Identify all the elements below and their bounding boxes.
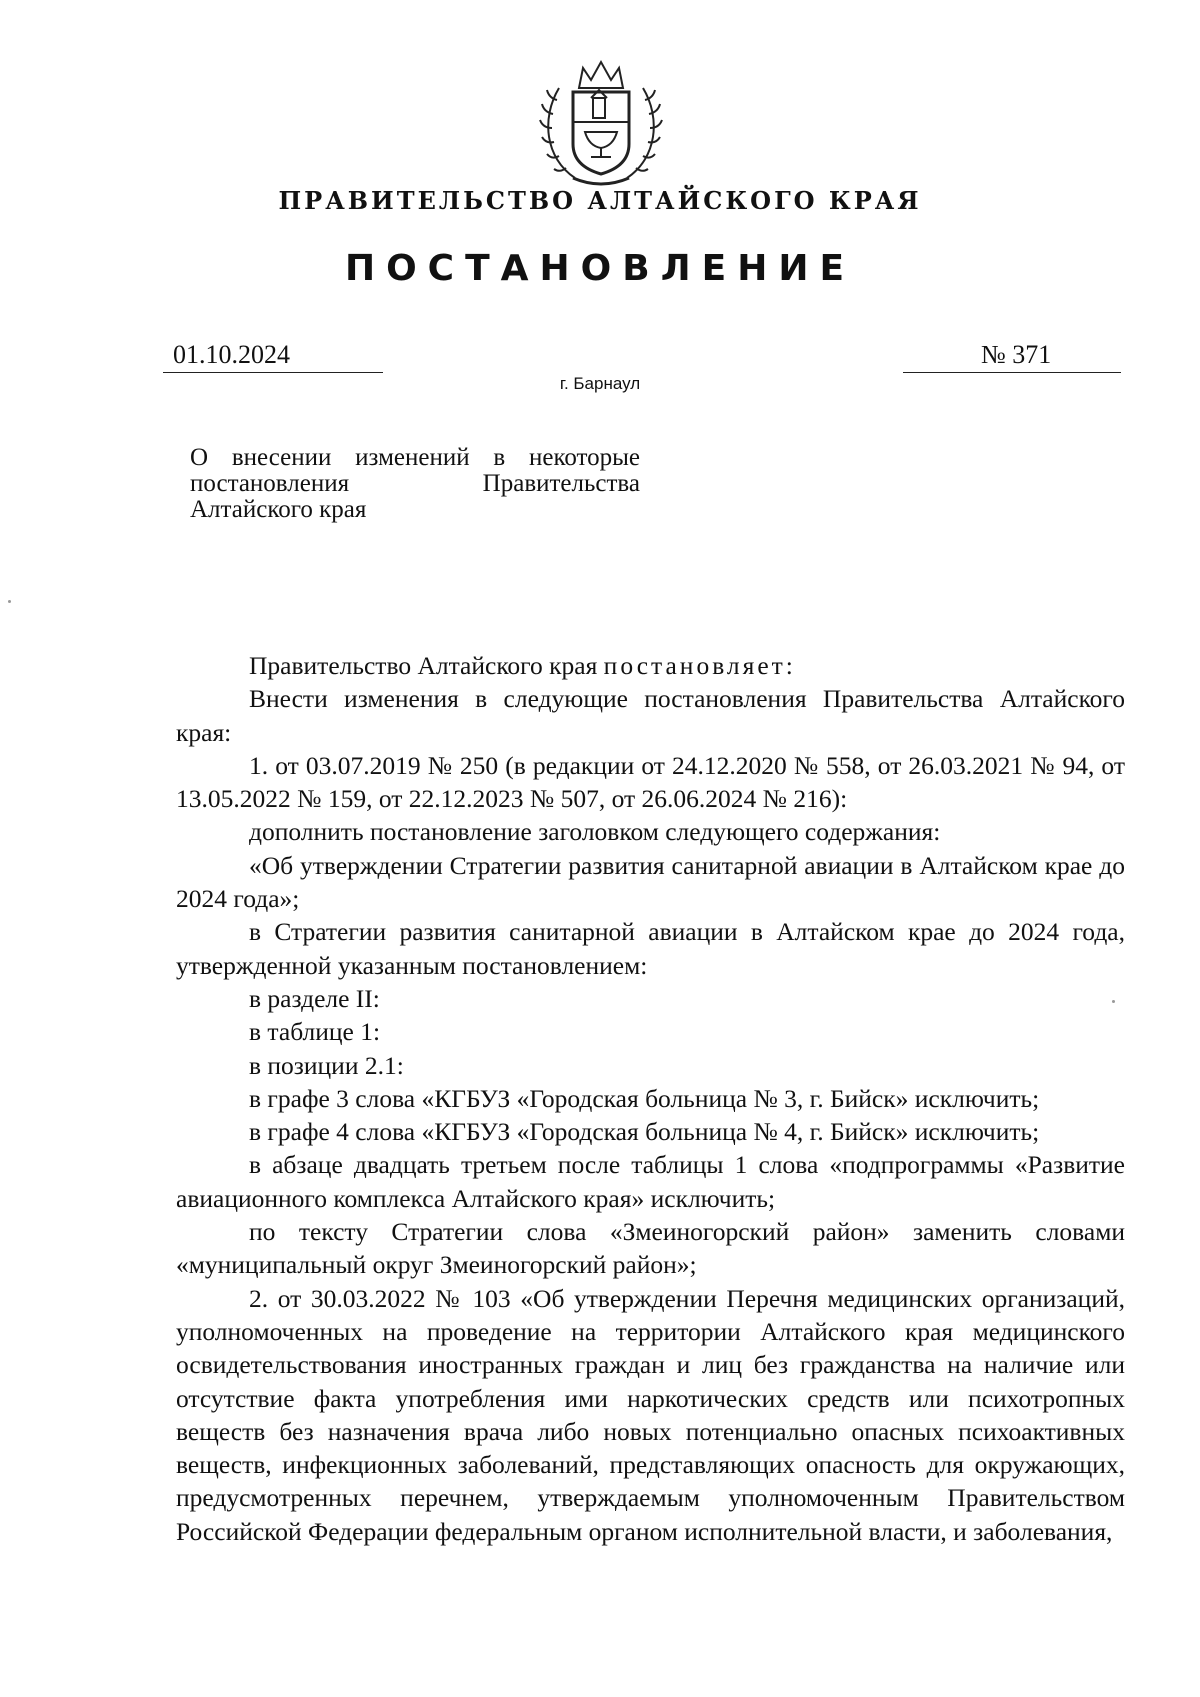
body-intro — [176, 649, 1125, 682]
document-number: № 371 — [903, 340, 1121, 373]
coat-of-arms-emblem — [535, 58, 667, 192]
subject-line-2-left: постановления — [190, 470, 350, 497]
body-paragraph: по тексту Стратегии слова «Змеиногорский район» заменить словами «муниципальный округ Змеиногорский район»; — [176, 1217, 1125, 1280]
body-paragraph: в Стратегии развития санитарной авиации в Алтайском крае до 2024 года, утвержденной указанным постановлением: — [176, 917, 1125, 980]
subject-line-3: Алтайского края — [190, 496, 367, 523]
body-paragraph: Внести изменения в следующие постановления Правительства Алтайского края: — [176, 684, 1125, 747]
document-type-title: ПОСТАНОВЛЕНИЕ — [344, 248, 856, 289]
issue-city: г. Барнаул — [559, 374, 641, 393]
body-paragraph: в графе 3 слова «КГБУЗ «Городская больница № 3, г. Бийск» исключить; — [249, 1083, 1040, 1113]
body-paragraph: в таблице 1: — [249, 1017, 381, 1047]
body-paragraph: в позиции 2.1: — [249, 1050, 404, 1080]
body-paragraph: дополнить постановление заголовком следующего содержания: — [249, 817, 941, 847]
subject-line-2-right: Правительства — [482, 470, 640, 497]
document-body — [176, 649, 1125, 1548]
body-intro-text: Правительство Алтайского края — [249, 651, 604, 680]
document-date: 01.10.2024 — [163, 340, 383, 373]
body-paragraph: в абзаце двадцать третьем после таблицы 1 слова «подпрограммы «Развитие авиационного комплекса Алтайского края» исключить; — [176, 1150, 1125, 1213]
body-paragraph: в графе 4 слова «КГБУЗ «Городская больница № 4, г. Бийск» исключить; — [249, 1117, 1040, 1147]
body-paragraph: 2. от 30.03.2022 № 103 «Об утверждении Перечня медицинских организаций, уполномоченных на проведение на территории Алтайского края медицинского освидетельствования иностранных граждан и лиц без гражданства на наличие или отсутствие факта употребления ими наркотических средств или психотропных веществ без назначения врача либо новых потенциально опасных психоактивных веществ, инфекционных заболеваний, представляющих опасность для окружающих, предусмотренных перечнем, утверждаемым уполномоченным Правительством Российской Федерации федеральным органом исполнительной власти, и заболевания, — [176, 1283, 1125, 1546]
scan-speck — [1112, 1000, 1115, 1003]
scan-speck — [8, 600, 11, 603]
body-intro-verb: постановляет: — [603, 651, 796, 680]
body-paragraph: 1. от 03.07.2019 № 250 (в редакции от 24.12.2020 № 558, от 26.03.2021 № 94, от 13.05.2022 № 159, от 22.12.2023 № 507, от 26.06.2024 № 216): — [176, 750, 1125, 814]
body-paragraph: «Об утверждении Стратегии развития санитарной авиации в Алтайском крае до 2024 года»; — [176, 850, 1125, 914]
document-subject — [190, 445, 640, 523]
body-paragraph: в разделе II: — [249, 983, 380, 1013]
subject-line-2 — [190, 471, 640, 497]
government-title: ПРАВИТЕЛЬСТВО АЛТАЙСКОГО КРАЯ — [278, 186, 922, 215]
subject-line-1: О внесении изменений в некоторые — [190, 444, 640, 471]
